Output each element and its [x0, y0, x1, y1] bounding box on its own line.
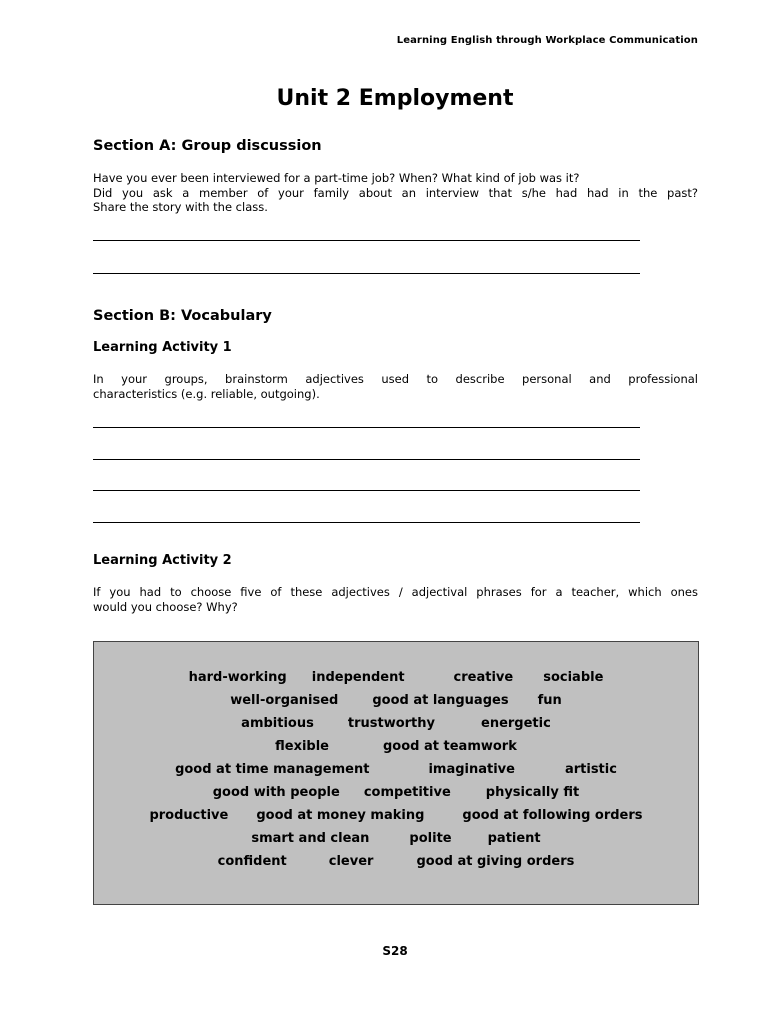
word-item: competitive — [363, 785, 451, 800]
section-b-heading: Section B: Vocabulary — [93, 308, 272, 324]
word-item: good at following orders — [462, 808, 643, 823]
word-item: independent — [311, 670, 405, 685]
word-item: physically fit — [485, 785, 580, 800]
unit-title: Unit 2 Employment — [276, 86, 514, 111]
word-item: good at giving orders — [416, 854, 575, 869]
word-row — [94, 716, 698, 731]
answer-line[interactable] — [93, 273, 640, 274]
word-row — [94, 762, 698, 777]
section-a-heading: Section A: Group discussion — [93, 138, 322, 154]
section-a-text — [93, 171, 698, 215]
word-item: good with people — [212, 785, 340, 800]
word-bank-box — [93, 641, 699, 905]
word-item: sociable — [543, 670, 604, 685]
word-item: creative — [453, 670, 514, 685]
answer-line[interactable] — [93, 490, 640, 491]
answer-line[interactable] — [93, 240, 640, 241]
answer-line[interactable] — [93, 522, 640, 523]
activity-2-line: would you choose? Why? — [93, 599, 238, 614]
word-item: energetic — [481, 716, 551, 731]
word-row — [94, 831, 698, 846]
activity-1-line: characteristics (e.g. reliable, outgoing). — [93, 386, 320, 401]
word-item: confident — [217, 854, 287, 869]
word-item: trustworthy — [347, 716, 435, 731]
page-number: S28 — [382, 944, 408, 958]
word-item: flexible — [275, 739, 329, 754]
word-row — [94, 739, 698, 754]
word-item: good at time management — [175, 762, 370, 777]
word-item: clever — [328, 854, 374, 869]
word-item: patient — [487, 831, 541, 846]
word-item: polite — [409, 831, 452, 846]
word-row — [94, 693, 698, 708]
section-a-line: Have you ever been interviewed for a part-time job? When? What kind of job was it? — [93, 171, 580, 185]
word-item: fun — [537, 693, 562, 708]
word-item: good at languages — [372, 693, 509, 708]
word-row — [94, 785, 698, 800]
activity-1-heading: Learning Activity 1 — [93, 340, 232, 355]
word-item: smart and clean — [251, 831, 370, 846]
activity-1-line: In your groups, brainstorm adjectives used to describe personal and professional — [93, 372, 698, 386]
word-row — [94, 854, 698, 869]
word-item: ambitious — [241, 716, 314, 731]
word-item: well-organised — [230, 693, 339, 708]
word-item: imaginative — [428, 762, 515, 777]
word-item: artistic — [564, 762, 617, 777]
running-header: Learning English through Workplace Communication — [396, 35, 698, 46]
answer-line[interactable] — [93, 427, 640, 428]
activity-1-text — [93, 372, 698, 401]
activity-2-heading: Learning Activity 2 — [93, 553, 232, 568]
word-item: productive — [149, 808, 229, 823]
activity-2-text — [93, 585, 698, 614]
word-item: good at money making — [256, 808, 425, 823]
answer-line[interactable] — [93, 459, 640, 460]
word-row — [94, 670, 698, 685]
section-a-line: Did you ask a member of your family about an interview that s/he had had in the past? — [93, 185, 698, 200]
word-item: good at teamwork — [383, 739, 517, 754]
word-row — [94, 808, 698, 823]
word-item: hard-working — [188, 670, 287, 685]
activity-2-line: If you had to choose five of these adjectives / adjectival phrases for a teacher, which ones — [93, 585, 698, 599]
section-a-line: Share the story with the class. — [93, 200, 268, 214]
